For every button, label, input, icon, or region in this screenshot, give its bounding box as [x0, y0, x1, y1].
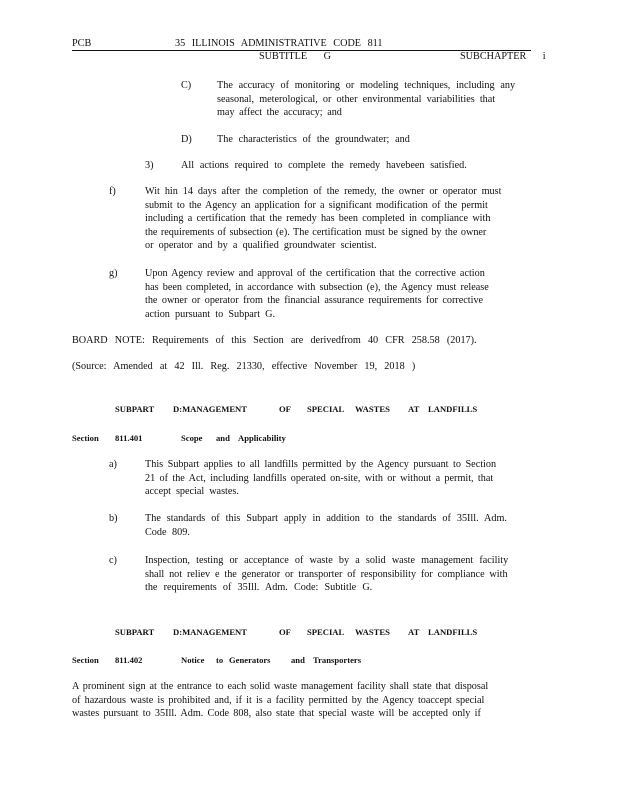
text-line: This Subpart applies to all landfills permitted by the Agency pursuant to Section [145, 459, 497, 470]
header-left: PCB [72, 38, 92, 49]
text-line: the owner or operator from the financial assurance requirements for corrective [145, 295, 484, 307]
item-label: D) [181, 134, 192, 145]
item-label: c) [109, 555, 117, 566]
section-word: Section [72, 655, 99, 665]
item-text [145, 458, 531, 499]
subpart-word: SPECIAL [307, 404, 345, 414]
text-line: including a certification that the remedy has been completed in compliance with [145, 213, 491, 225]
text-line: may affect the accuracy; and [217, 107, 342, 119]
text-line: the requirements of subsection (e). The certification must be signed by the owner [145, 226, 487, 238]
header-subtitle: SUBTITLE G [259, 51, 332, 62]
text-line: All actions required to complete the remedy havebeen satisfied. [181, 160, 467, 171]
section-title-word: and [291, 655, 305, 665]
text-line: 21 of the Act, including landfills operated on-site, with or without a permit, that [145, 472, 494, 484]
item-label: a) [109, 459, 117, 470]
section-title-word: Scope [181, 433, 203, 443]
text-line: The characteristics of the groundwater; and [217, 134, 410, 145]
subpart-word: WASTES [355, 404, 390, 414]
source-note: (Source: Amended at 42 Ill. Reg. 21330, effective November 19, 2018 ) [72, 361, 416, 372]
item-text [145, 267, 535, 321]
text-line: Upon Agency review and approval of the certification that the corrective action [145, 268, 485, 279]
item-label: f) [109, 186, 116, 197]
board-note: BOARD NOTE: Requirements of this Section are derivedfrom 40 CFR 258.58 (2017). [72, 335, 477, 346]
text-line: or operator and by a qualified groundwater scientist. [145, 240, 377, 252]
text-line: Wit hin 14 days after the completion of the remedy, the owner or operator must [145, 186, 502, 197]
text-line: The accuracy of monitoring or modeling techniques, including any [217, 80, 516, 91]
item-text [145, 554, 535, 595]
text-line: the requirements of 35Ill. Adm. Code: Subtitle G. [145, 582, 373, 594]
section-title-word: and [216, 433, 230, 443]
subpart-word: SUBPART [115, 404, 155, 414]
subpart-word: AT [408, 404, 420, 414]
text-line: wastes pursuant to 35Ill. Adm. Code 808, also state that special waste will be accepted only if [72, 708, 481, 720]
subpart-word: SUBPART [115, 627, 155, 637]
subpart-word: D:MANAGEMENT [173, 627, 247, 637]
section-title-word: Transporters [313, 655, 362, 665]
item-label: 3) [145, 160, 154, 171]
item-label: b) [109, 513, 118, 524]
header-title: 35 ILLINOIS ADMINISTRATIVE CODE 811 [175, 38, 383, 49]
text-line: accept special wastes. [145, 486, 239, 498]
text-line: A prominent sign at the entrance to each solid waste management facility shall state that disposal [72, 681, 489, 692]
text-line: has been completed, in accordance with subsection (e), the Agency must release [145, 281, 489, 293]
text-line: Inspection, testing or acceptance of waste by a solid waste management facility [145, 555, 509, 566]
text-line: action pursuant to Subpart G. [145, 308, 276, 320]
section-number: 811.402 [115, 655, 143, 665]
text-line: shall not reliev e the generator or transporter of responsibility for compliance with [145, 568, 508, 580]
header-right: SUBCHAPTER i [460, 51, 546, 62]
text-line: Code 809. [145, 526, 190, 538]
section-title-word: Generators [229, 655, 271, 665]
subpart-word: OF [279, 404, 291, 414]
section-title-word: to [216, 655, 224, 665]
item-text [217, 79, 533, 120]
item-text [145, 185, 535, 253]
item-text [145, 512, 531, 539]
section-number: 811.401 [115, 433, 143, 443]
section-word: Section [72, 433, 99, 443]
section-title-word: Applicability [238, 433, 286, 443]
subpart-word: SPECIAL [307, 627, 345, 637]
subpart-word: D:MANAGEMENT [173, 404, 247, 414]
section-title-word: Notice [181, 655, 205, 665]
item-label: C) [181, 80, 192, 91]
text-line: of hazardous waste is prohibited and, if it is a facility permitted by the Agency toaccept special [72, 694, 485, 706]
subpart-word: WASTES [355, 627, 390, 637]
subpart-word: OF [279, 627, 291, 637]
paragraph [72, 680, 535, 721]
subpart-word: AT [408, 627, 420, 637]
subpart-word: LANDFILLS [428, 627, 478, 637]
subpart-word: LANDFILLS [428, 404, 478, 414]
text-line: The standards of this Subpart apply in addition to the standards of 35Ill. Adm. [145, 513, 507, 524]
item-label: g) [109, 268, 118, 279]
text-line: submit to the Agency an application for a significant modification of the permit [145, 199, 488, 211]
text-line: seasonal, meterological, or other environmental variabilities that [217, 93, 496, 105]
